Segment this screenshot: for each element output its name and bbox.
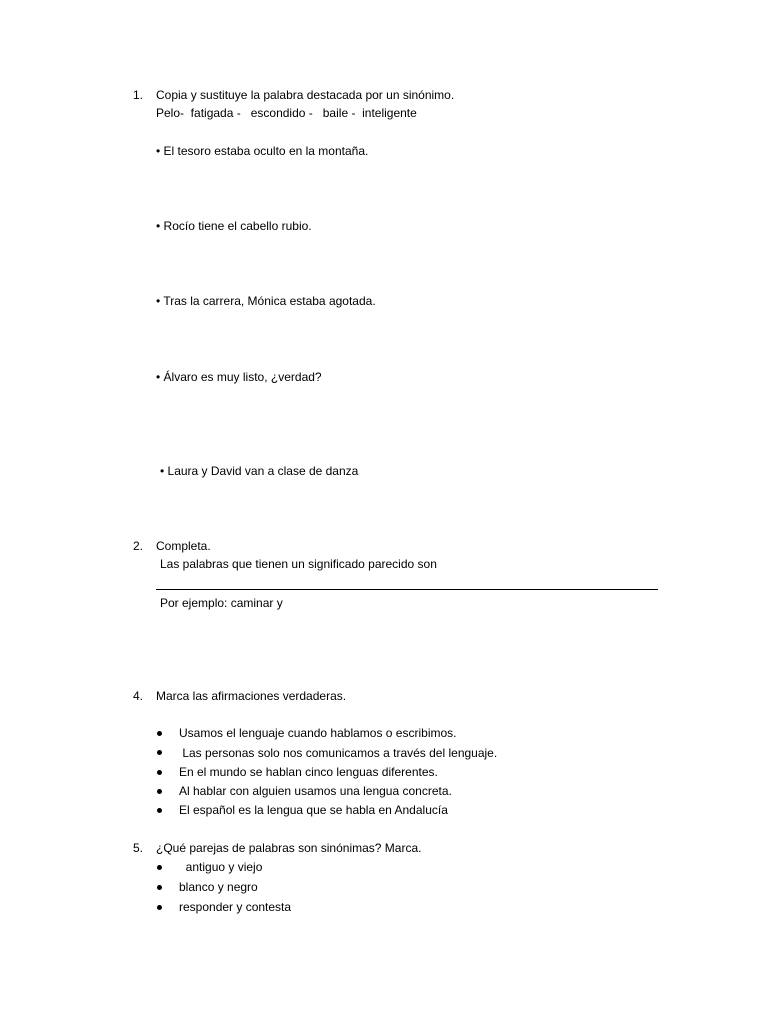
bullet-icon [157,789,162,794]
q2-title: Completa. [156,539,211,553]
bullet-icon [157,750,162,755]
q4-item-1: Usamos el lenguaje cuando hablamos o escribimos. [179,726,457,740]
bullet-icon [157,885,162,890]
q4-item-5: El español es la lengua que se habla en Andalucía [179,803,448,817]
q1-sentence-5: • Laura y David van a clase de danza [160,464,359,478]
q5-item-1: antiguo y viejo [179,860,263,874]
q1-sentence-3: • Tras la carrera, Mónica estaba agotada. [156,294,376,308]
bullet-icon [157,865,162,870]
bullet-icon [157,905,162,910]
q2-sentence: Las palabras que tienen un significado parecido son [160,557,437,571]
q1-number: 1. [133,88,144,102]
bullet-icon [157,770,162,775]
q4-item-3: En el mundo se hablan cinco lenguas diferentes. [179,765,438,779]
q1-instruction: Copia y sustituye la palabra destacada por un sinónimo. [156,88,455,102]
q2-answer-line[interactable] [156,589,658,590]
q1-sentence-1: • El tesoro estaba oculto en la montaña. [156,144,369,158]
q5-title: ¿Qué parejas de palabras son sinónimas? Marca. [156,841,422,855]
q5-item-3: responder y contesta [179,900,292,914]
q2-number: 2. [133,539,144,553]
q1-word-options: Pelo- fatigada - escondido - baile - inteligente [156,106,417,120]
q5-number: 5. [133,841,144,855]
q5-item-2: blanco y negro [179,880,258,894]
q1-sentence-4: • Álvaro es muy listo, ¿verdad? [156,370,322,384]
bullet-icon [157,808,162,813]
q2-example: Por ejemplo: caminar y [160,596,283,610]
q1-sentence-2: • Rocío tiene el cabello rubio. [156,219,312,233]
q4-number: 4. [133,689,144,703]
bullet-icon [157,731,162,736]
q4-item-2: Las personas solo nos comunicamos a través del lenguaje. [179,746,498,760]
q4-title: Marca las afirmaciones verdaderas. [156,689,347,703]
q4-item-4: Al hablar con alguien usamos una lengua concreta. [179,784,452,798]
